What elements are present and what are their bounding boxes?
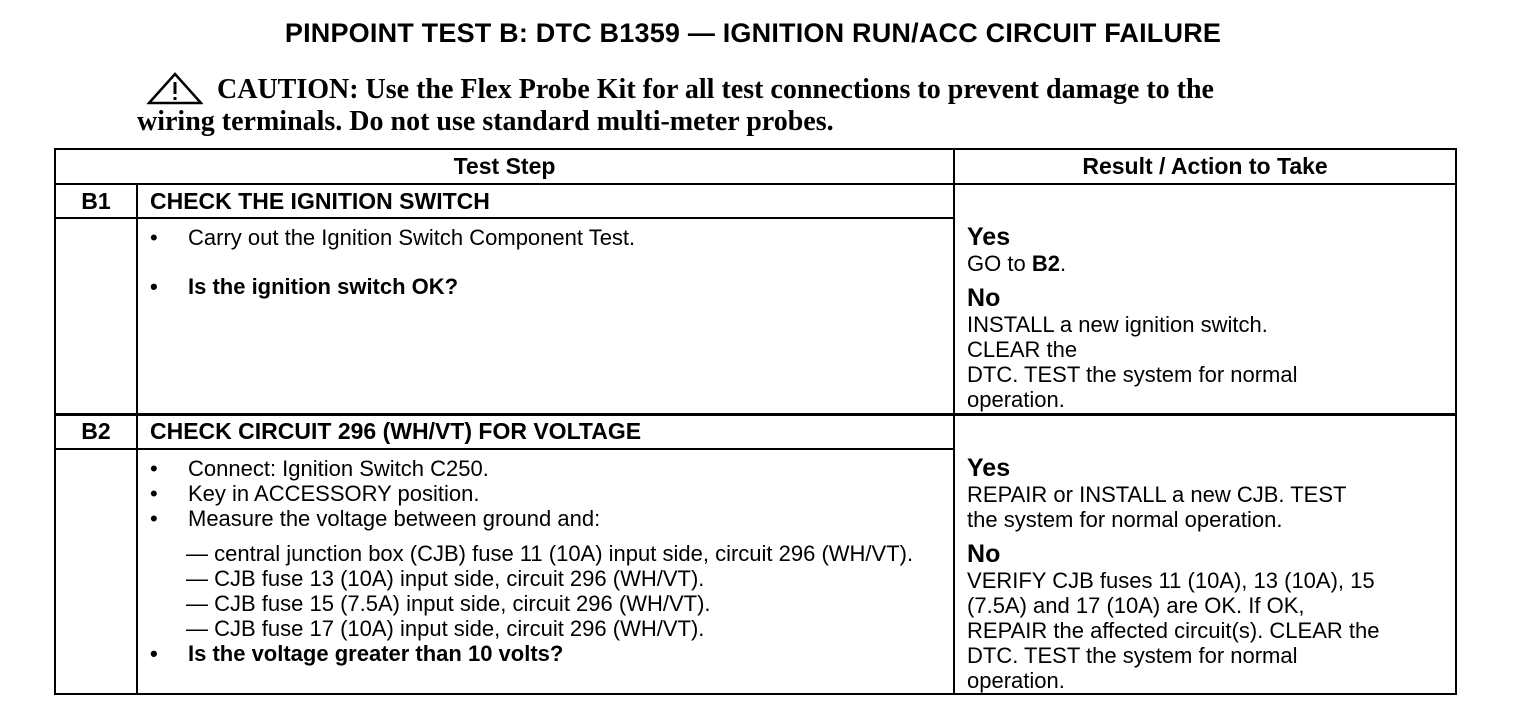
no-action-line: operation. bbox=[967, 387, 1065, 412]
no-action-line: REPAIR the affected circuit(s). CLEAR the bbox=[967, 617, 1380, 643]
step-b1-heading-row bbox=[55, 184, 1456, 218]
caution-line-1: CAUTION: Use the Flex Probe Kit for all test connections to prevent damage to the bbox=[217, 74, 1214, 105]
no-action-line: CLEAR the bbox=[967, 337, 1078, 362]
step-b1-instructions bbox=[137, 218, 954, 414]
no-action-line: (7.5A) and 17 (10A) are OK. If OK, bbox=[967, 592, 1305, 618]
caution-line-2: wiring terminals. Do not use standard multi-meter probes. bbox=[137, 106, 834, 137]
dash-item: — CJB fuse 13 (10A) input side, circuit 296 (WH/VT). bbox=[186, 565, 705, 591]
pinpoint-test-table bbox=[54, 148, 1457, 695]
yes-action-line: the system for normal operation. bbox=[967, 506, 1283, 532]
warning-triangle-icon bbox=[147, 72, 203, 106]
no-label: No bbox=[967, 539, 1001, 568]
yes-label: Yes bbox=[967, 453, 1011, 482]
bullet-question: • Is the voltage greater than 10 volts? bbox=[56, 641, 953, 666]
dash-item: — CJB fuse 17 (10A) input side, circuit 296 (WH/VT). bbox=[186, 615, 705, 641]
step-id: B2 bbox=[55, 414, 137, 449]
no-action-line: VERIFY CJB fuses 11 (10A), 13 (10A), 15 bbox=[967, 567, 1375, 593]
step-heading: CHECK CIRCUIT 296 (WH/VT) FOR VOLTAGE bbox=[137, 414, 954, 449]
no-label: No bbox=[967, 284, 1001, 312]
step-b1-result bbox=[954, 184, 1456, 414]
no-action-line: DTC. TEST the system for normal bbox=[967, 362, 1298, 387]
bullet-item: • Key in ACCESSORY position. bbox=[56, 481, 953, 506]
table-header-row bbox=[55, 149, 1456, 184]
yes-label: Yes bbox=[967, 223, 1011, 251]
header-result-action: Result / Action to Take bbox=[954, 149, 1456, 184]
caution-line-1-wrap bbox=[137, 74, 1397, 106]
yes-action: GO to B2. bbox=[967, 251, 1067, 276]
yes-action-line: REPAIR or INSTALL a new CJB. TEST bbox=[967, 481, 1347, 507]
no-action-line: DTC. TEST the system for normal bbox=[967, 642, 1298, 668]
bullet-item: • Connect: Ignition Switch C250. bbox=[56, 456, 953, 481]
step-id: B1 bbox=[55, 184, 137, 218]
step-b2-result bbox=[954, 414, 1456, 694]
dash-item: — CJB fuse 15 (7.5A) input side, circuit 296 (WH/VT). bbox=[186, 590, 711, 616]
no-action-line: operation. bbox=[967, 667, 1065, 693]
step-heading: CHECK THE IGNITION SWITCH bbox=[137, 184, 954, 218]
step-b2-heading-row bbox=[55, 414, 1456, 449]
caution-notice bbox=[137, 74, 1397, 138]
dash-item: — central junction box (CJB) fuse 11 (10A) input side, circuit 296 (WH/VT). bbox=[186, 540, 914, 566]
bullet-item: • Measure the voltage between ground and: bbox=[56, 506, 953, 531]
header-test-step: Test Step bbox=[55, 149, 954, 184]
bullet-item: • Carry out the Ignition Switch Component Test. bbox=[56, 225, 953, 250]
no-action-line: INSTALL a new ignition switch. bbox=[967, 312, 1268, 337]
step-b2-instructions bbox=[137, 449, 954, 694]
bullet-question: • Is the ignition switch OK? bbox=[56, 274, 953, 299]
page-title: PINPOINT TEST B: DTC B1359 — IGNITION RUN/ACC CIRCUIT FAILURE bbox=[284, 18, 1222, 48]
